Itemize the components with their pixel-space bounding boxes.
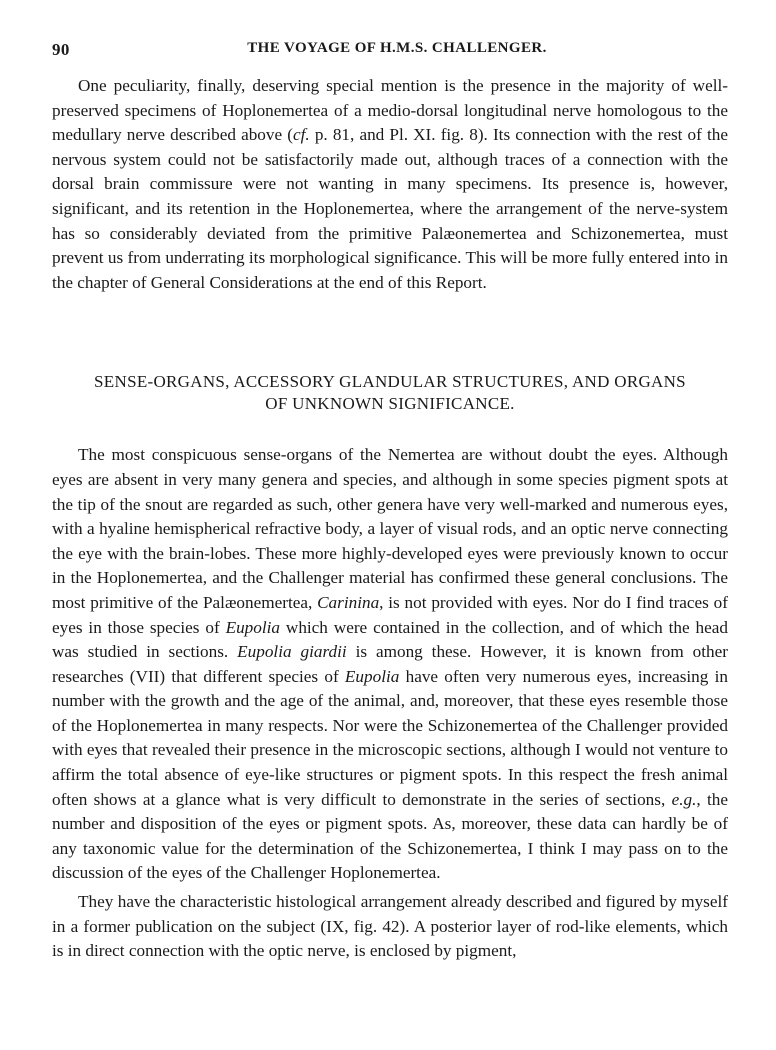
paragraph-eyes [52, 443, 728, 886]
section-heading-line-2: OF UNKNOWN SIGNIFICANCE. [265, 394, 515, 414]
text-run: have often very numerous eyes, increasing in number with the growth and the age of the animal, and, moreover, that these eyes resemble those of the Hoplonemertea in many respects. Nor were the Schizonemertea of the Challenger provided with eyes that revealed their presence in the microscopic sections, although I would not venture to affirm the total absence of eye-like structures or pigment spots. In this respect the fresh animal often shows at a glance what is very difficult to demonstrate in the series of sections, [52, 666, 728, 809]
text-run: , is not provided with eyes. Nor do I find traces of eyes in those species of [52, 592, 728, 637]
running-title: THE VOYAGE OF H.M.S. CHALLENGER. [247, 40, 547, 56]
reference-ix: IX [326, 916, 345, 936]
text-run: is among these. However, it is known from other researches ( [52, 642, 728, 686]
text-run: , fig. 42). A posterior layer of rod-like elements, which is in direct connection with the optic nerve, is enclosed by pigment, [52, 916, 729, 961]
text-run: ) that different species of [159, 666, 345, 686]
reference-vii: VII [135, 666, 160, 686]
italic-species-eupolia-giardii: Eupolia giardii [237, 642, 347, 662]
running-head [52, 40, 728, 64]
document-page [52, 40, 728, 964]
section-heading [52, 371, 728, 415]
page-number: 90 [52, 40, 70, 59]
italic-eg: e.g. [671, 789, 697, 809]
italic-cf: cf. [292, 125, 310, 145]
text-run: The most conspicuous sense-organs of the Nemertea are without doubt the eyes. Although eyes are absent in very many genera and species, and although in some species pigment spots at the tip of the snout are regarded as such, other genera have very well-marked and numerous eyes, with a hyaline hemispherical refractive body, a layer of visual rods, and an optic nerve connecting the eye with the brain-lobes. These more highly-developed eyes were previously known to occur in the Hoplonemertea, and the Challenger material has confirmed these general conclusions. The most primitive of the Palæonemertea, [52, 445, 728, 612]
paragraph-histology [52, 890, 728, 964]
section-heading-line-1: SENSE-ORGANS, ACCESSORY GLANDULAR STRUCTURES, AND ORGANS [94, 372, 686, 392]
text-run: , the number and disposition of the eyes or pigment spots. As, moreover, these data can hardly be of any taxonomic value for the determination of the Schizonemertea, I think I may pass on to the discussion of the eyes of the Challenger Hoplonemertea. [52, 789, 729, 883]
paragraph-nervous-system [52, 74, 728, 295]
text-run: which were contained in the collection, and of which the head was studied in sections. [52, 617, 728, 662]
text-run: They have the characteristic histological arrangement already described and figured by myself in a former publication on the subject ( [52, 892, 728, 936]
italic-genus-eupolia: Eupolia [344, 666, 400, 686]
text-run: One peculiarity, finally, deserving special mention is the presence in the majority of well-preserved specimens of Hoplonemertea of a medio-dorsal longitudinal nerve homologous to the medullary nerve described above ( [52, 76, 728, 145]
italic-genus-eupolia: Eupolia [225, 617, 281, 637]
italic-genus-carinina: Carinina [317, 592, 380, 612]
text-run: p. 81, and Pl. XI. fig. 8). Its connection with the rest of the nervous system could not be satisfactorily made out, although traces of a connection with the dorsal brain commissure were not wanting in many specimens. Its presence is, however, significant, and its retention in the Hoplonemertea, where the arrangement of the nerve-system has so considerably deviated from the primitive Palæonemertea and Schizonemertea, must prevent us from underrating its morphological significance. This will be more fully entered into in the chapter of General Considerations at the end of this Report. [52, 125, 728, 292]
